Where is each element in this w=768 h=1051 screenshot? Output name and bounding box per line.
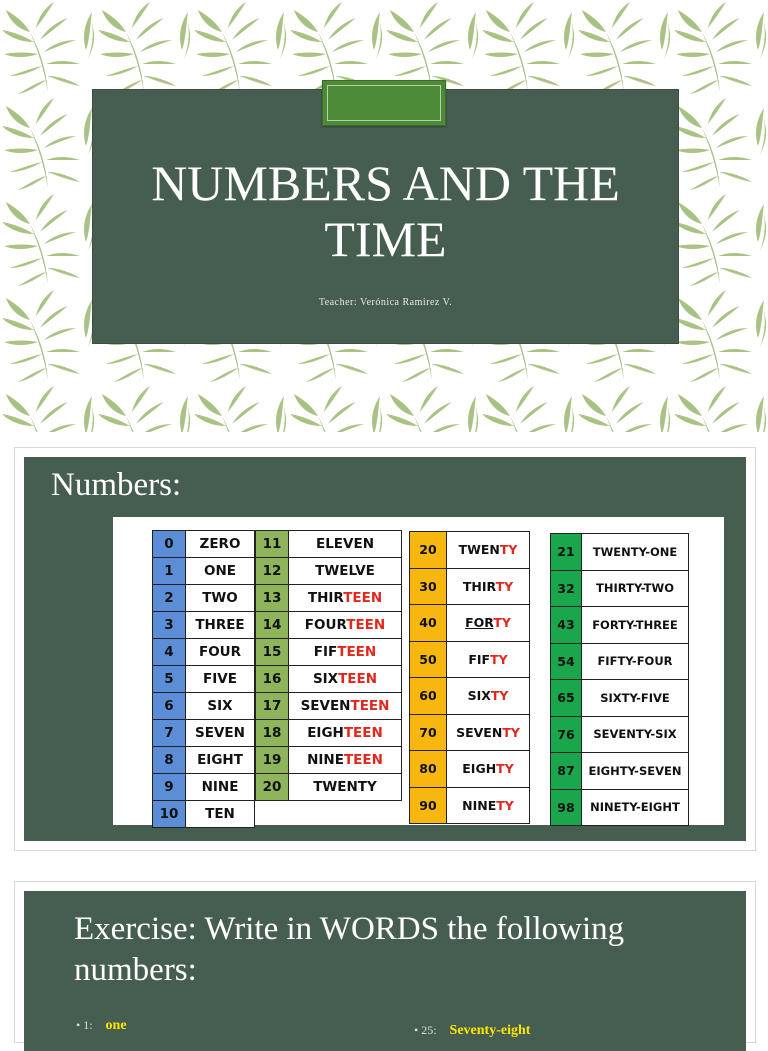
word-suffix: TY <box>496 797 514 813</box>
exercise-label: 25: <box>421 1023 437 1037</box>
number-row <box>551 680 689 717</box>
word-cell: ONE <box>186 558 255 585</box>
exercise-answer: one <box>105 1018 127 1033</box>
word-suffix: TY <box>499 542 518 558</box>
word-suffix: TY <box>493 615 511 631</box>
word-suffix: TY <box>490 688 509 704</box>
word-suffix: TEEN <box>337 644 377 660</box>
word-base: FOUR <box>304 617 347 633</box>
number-row <box>256 693 402 720</box>
title-panel <box>92 89 679 344</box>
word-base: TWEN <box>458 542 500 558</box>
number-cell: 90 <box>410 787 447 824</box>
word-base: FIF <box>313 644 338 660</box>
number-row <box>153 585 255 612</box>
numbers-chart-image <box>113 517 724 825</box>
word-cell: FORTY-THREE <box>582 607 689 644</box>
bullet: • <box>76 1018 81 1032</box>
word-cell <box>289 693 402 720</box>
exercise-slide <box>24 891 746 1051</box>
title-line-2: TIME <box>324 211 447 267</box>
word-cell <box>289 747 402 774</box>
numbers-slide-frame <box>14 447 756 851</box>
word-suffix: TEEN <box>343 590 383 606</box>
number-cell: 50 <box>410 641 447 678</box>
word-cell <box>289 774 402 801</box>
number-cell: 2 <box>153 585 186 612</box>
number-cell: 21 <box>551 534 582 571</box>
number-row <box>153 774 255 801</box>
number-row <box>410 532 530 569</box>
number-cell: 9 <box>153 774 186 801</box>
exercise-slide-frame <box>14 881 756 1043</box>
number-row <box>256 720 402 747</box>
number-cell: 87 <box>551 753 582 790</box>
word-cell: FIVE <box>186 666 255 693</box>
word-cell <box>447 678 530 715</box>
word-cell: SEVENTY-SIX <box>582 716 689 753</box>
number-row <box>256 558 402 585</box>
word-base: THIR <box>307 590 344 606</box>
number-cell: 10 <box>153 801 186 828</box>
number-cell: 14 <box>256 612 289 639</box>
accent-tab <box>322 80 446 126</box>
number-row <box>153 558 255 585</box>
number-row <box>551 607 689 644</box>
number-row <box>410 568 530 605</box>
number-row <box>551 643 689 680</box>
word-cell: FOUR <box>186 639 255 666</box>
word-cell: TWENTY-ONE <box>582 534 689 571</box>
number-row <box>551 534 689 571</box>
number-cell: 5 <box>153 666 186 693</box>
word-cell <box>447 714 530 751</box>
word-base: NINE <box>307 752 344 768</box>
number-cell: 98 <box>551 789 582 826</box>
number-cell: 70 <box>410 714 447 751</box>
word-cell <box>289 585 402 612</box>
number-cell: 11 <box>256 531 289 558</box>
word-base: EIGH <box>307 725 344 741</box>
word-cell: NINE <box>186 774 255 801</box>
numbers-table-0-10 <box>152 530 255 828</box>
number-cell: 17 <box>256 693 289 720</box>
number-row <box>410 641 530 678</box>
word-cell: TWO <box>186 585 255 612</box>
number-cell: 43 <box>551 607 582 644</box>
number-row <box>410 605 530 642</box>
word-cell <box>289 639 402 666</box>
page-title <box>93 155 678 267</box>
word-cell <box>447 568 530 605</box>
word-cell: THREE <box>186 612 255 639</box>
teacher-subtitle: Teacher: Verónica Ramirez V. <box>318 297 453 308</box>
number-row <box>551 716 689 753</box>
number-cell: 76 <box>551 716 582 753</box>
number-cell: 1 <box>153 558 186 585</box>
number-row <box>153 720 255 747</box>
numbers-table-11-20 <box>255 530 402 801</box>
number-row <box>153 666 255 693</box>
numbers-slide <box>24 457 746 841</box>
word-suffix: TEEN <box>338 671 378 687</box>
word-suffix: TY <box>495 578 514 594</box>
number-row <box>256 585 402 612</box>
word-cell <box>289 666 402 693</box>
exercise-label: 1: <box>83 1018 93 1032</box>
number-cell: 19 <box>256 747 289 774</box>
word-base: TWELVE <box>315 563 375 579</box>
number-cell: 3 <box>153 612 186 639</box>
number-row <box>256 774 402 801</box>
number-cell: 20 <box>410 532 447 569</box>
word-base: SEVEN <box>300 698 351 714</box>
word-cell: NINETY-EIGHT <box>582 789 689 826</box>
word-suffix: TY <box>502 724 520 740</box>
word-suffix: TEEN <box>350 698 390 714</box>
number-row <box>153 801 255 828</box>
number-cell: 15 <box>256 639 289 666</box>
word-cell: ZERO <box>186 531 255 558</box>
word-base: TWENTY <box>313 779 377 795</box>
number-cell: 65 <box>551 680 582 717</box>
number-cell: 60 <box>410 678 447 715</box>
word-cell: THIRTY-TWO <box>582 570 689 607</box>
number-cell: 30 <box>410 568 447 605</box>
word-base: THIR <box>462 578 496 594</box>
word-base: ELEVEN <box>315 536 374 552</box>
number-row <box>153 531 255 558</box>
word-cell <box>447 641 530 678</box>
word-cell <box>447 751 530 788</box>
word-cell <box>289 531 402 558</box>
number-cell: 16 <box>256 666 289 693</box>
bullet: • <box>414 1023 419 1037</box>
number-row <box>153 612 255 639</box>
number-row <box>256 531 402 558</box>
word-suffix: TY <box>490 651 508 667</box>
word-base: EIGH <box>462 761 497 777</box>
number-cell: 20 <box>256 774 289 801</box>
word-base: SIX <box>467 688 491 704</box>
title-slide <box>0 0 768 432</box>
word-base: FIF <box>468 651 491 667</box>
word-cell: EIGHT <box>186 747 255 774</box>
number-row <box>256 666 402 693</box>
number-row <box>551 570 689 607</box>
number-row <box>256 612 402 639</box>
exercise-title: Exercise: Write in WORDS the following numbers: <box>74 911 625 988</box>
exercise-item <box>76 1018 127 1034</box>
number-row <box>410 678 530 715</box>
title-line-1: NUMBERS AND THE <box>151 155 620 211</box>
numbers-table-tens <box>409 531 530 824</box>
word-cell <box>289 612 402 639</box>
number-row <box>153 639 255 666</box>
word-cell <box>447 532 530 569</box>
number-row <box>410 751 530 788</box>
word-cell: SIX <box>186 693 255 720</box>
number-cell: 80 <box>410 751 447 788</box>
word-cell <box>447 787 530 824</box>
word-base: SIX <box>312 671 339 687</box>
word-cell: SIXTY-FIVE <box>582 680 689 717</box>
exercise-answer: Seventy-eight <box>449 1023 531 1038</box>
word-cell: TEN <box>186 801 255 828</box>
word-cell <box>447 605 530 642</box>
word-suffix: TEEN <box>346 617 386 633</box>
numbers-table-compound <box>550 533 689 826</box>
number-cell: 12 <box>256 558 289 585</box>
numbers-title: Numbers: <box>51 467 182 503</box>
word-cell: SEVEN <box>186 720 255 747</box>
number-row <box>256 747 402 774</box>
number-row <box>551 789 689 826</box>
word-suffix: TEEN <box>343 752 383 768</box>
number-cell: 13 <box>256 585 289 612</box>
number-cell: 18 <box>256 720 289 747</box>
word-cell <box>289 558 402 585</box>
word-cell <box>289 720 402 747</box>
word-suffix: TEEN <box>343 725 383 741</box>
number-cell: 7 <box>153 720 186 747</box>
number-row <box>153 747 255 774</box>
number-row <box>410 714 530 751</box>
word-base: NINE <box>462 797 497 813</box>
word-base: FOR <box>465 615 494 631</box>
number-cell: 6 <box>153 693 186 720</box>
word-cell: FIFTY-FOUR <box>582 643 689 680</box>
number-cell: 4 <box>153 639 186 666</box>
number-row <box>551 753 689 790</box>
number-cell: 0 <box>153 531 186 558</box>
number-row <box>256 639 402 666</box>
word-suffix: TY <box>496 761 514 777</box>
word-cell: EIGHTY-SEVEN <box>582 753 689 790</box>
number-row <box>410 787 530 824</box>
number-cell: 32 <box>551 570 582 607</box>
word-base: SEVEN <box>456 724 503 740</box>
number-cell: 8 <box>153 747 186 774</box>
number-cell: 54 <box>551 643 582 680</box>
exercise-item <box>414 1023 530 1039</box>
number-row <box>153 693 255 720</box>
number-cell: 40 <box>410 605 447 642</box>
